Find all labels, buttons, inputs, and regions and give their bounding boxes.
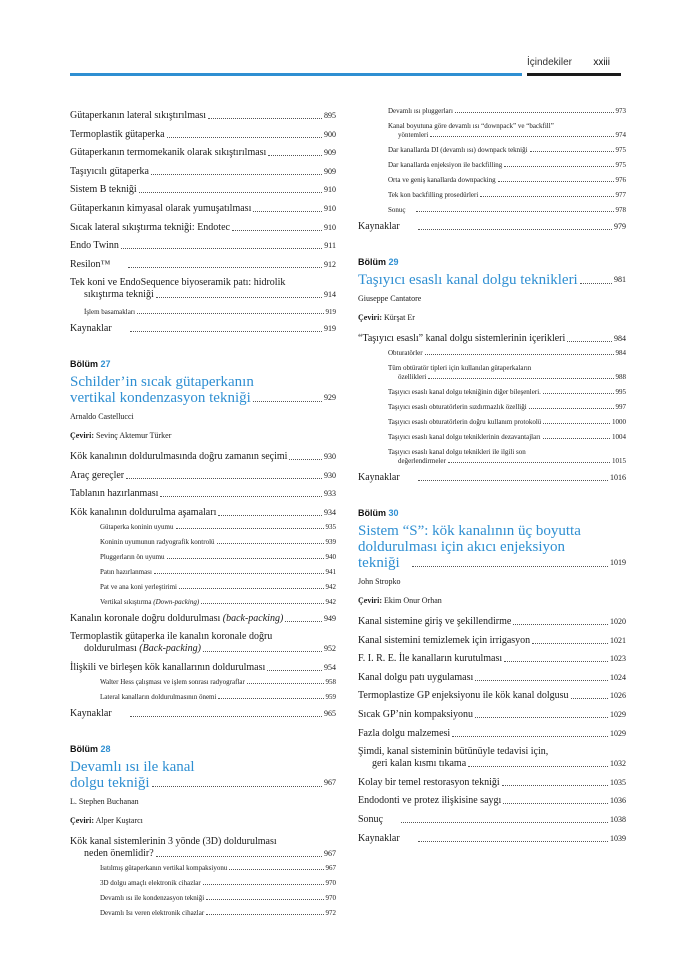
toc-subentry[interactable]: Taşıyıcı esaslı obturatörlerin doğru kullanım protokolü 1000 [388,418,626,426]
toc-entry[interactable]: Taşıyıcılı gütaperka 909 [70,165,336,177]
toc-subentry[interactable]: Taşıyıcı esaslı kanal dolgu tekniklerinin dezavantajları 1004 [388,433,626,441]
chapter-title[interactable]: Taşıyıcı esaslı kanal dolgu teknikleri 981 [358,272,626,288]
toc-entry[interactable]: Araç gereçler 930 [70,469,336,481]
toc-subentry[interactable]: Isıtılmış gütaperkanın vertikal kompaksiyonu 967 [100,863,336,872]
page-header [0,0,690,80]
chapter-translator: Çeviri: Alper Kuştarcı [70,815,143,825]
toc-subentry[interactable]: Dar kanallarda enjeksiyon ile backfilling 975 [388,161,626,169]
toc-subentry[interactable]: İşlem basamakları 919 [84,307,336,316]
chapter-author: John Stropko [358,577,401,586]
toc-entry[interactable]: Termoplastize GP enjeksiyonu ile kök kanal dolgusu 1026 [358,690,626,702]
toc-entry[interactable]: Sonuç 1038 [358,813,626,825]
toc-left-column [70,110,336,924]
chapter-label: Bölüm 30 [358,508,399,518]
toc-subentry[interactable]: Pluggerların ön uyumu 940 [100,552,336,561]
toc-entry[interactable]: İlişkili ve birleşen kök kanallarının doldurulması 954 [70,661,336,673]
toc-entry[interactable]: Termoplastik gütaperka 900 [70,128,336,140]
toc-subentry[interactable]: Dar kanallarda DI (devamlı ısı) downpack tekniği 975 [388,146,626,154]
toc-entry[interactable]: Kanal dolgu patı uygulaması 1024 [358,671,626,683]
chapter-title[interactable]: Sistem “S”: kök kanalının üç boyutta doldurulması için akıcı enjeksiyon tekniği 1019 [358,523,626,571]
toc-subentry[interactable]: Pat ve ana koni yerleştirimi 942 [100,582,336,591]
toc-subentry[interactable]: Tüm obtüratör tipleri için kullanılan gütaperkaların özellikleri 988 [388,364,626,381]
toc-subentry[interactable]: Tek kon backfilling prosedürleri 977 [388,191,626,199]
toc-entry[interactable]: Kök kanalının doldurulma aşamaları 934 [70,506,336,518]
toc-subentry[interactable]: Gütaperka koninin uyumu 935 [100,522,336,531]
header-rule-black [527,73,621,76]
toc-entry[interactable]: “Taşıyıcı esaslı” kanal dolgu sistemlerinin içerikleri 984 [358,333,626,344]
toc-subentry[interactable]: Walter Hess çalışması ve işlem sonrası radyograflar 958 [100,677,336,686]
toc-subentry[interactable]: Sonuç 978 [388,206,626,214]
toc-subentry[interactable]: Koninin uyumunun radyografik kontrolü 939 [100,537,336,546]
chapter-translator: Çeviri: Ekim Onur Orhan [358,596,442,605]
running-header-title: İçindekiler [526,57,572,68]
chapter-author: Giuseppe Cantatore [358,294,422,303]
toc-subentry[interactable]: Taşıyıcı esaslı obturatörlerin sızdırmazlık özelliği 997 [388,403,626,411]
toc-subentry[interactable]: Taşıyıcı esaslı kanal dolgu tekniğinin diğer bileşenleri. 995 [388,388,626,396]
toc-subentry[interactable]: Taşıyıcı esaslı kanal dolgu teknikleri ile ilgili son değerlendirmeler 1015 [388,448,626,465]
toc-subentry[interactable]: Lateral kanalların doldurulmasının önemi 959 [100,692,336,701]
toc-entry[interactable]: Kanal sistemini temizlemek için irrigasyon 1021 [358,634,626,646]
toc-entry[interactable]: Kolay bir temel restorasyon tekniği 1035 [358,776,626,788]
toc-subentry[interactable]: Kanal boyutuna göre devamlı ısı “downpack” ve “backfill” yöntemleri 974 [388,122,626,139]
toc-entry[interactable]: Kök kanal sistemlerinin 3 yönde (3D) doldurulması neden önemlidir? 967 [70,835,336,859]
toc-entry[interactable]: Endodonti ve protez ilişkisine saygı 1036 [358,795,626,807]
toc-subentry[interactable]: 3D dolgu amaçlı elektronik cihazlar 970 [100,878,336,887]
toc-subentry[interactable]: Orta ve geniş kanallarda downpacking 976 [388,176,626,184]
header-rule-blue [70,73,522,76]
toc-entry[interactable]: Gütaperkanın termomekanik olarak sıkıştırılması 909 [70,147,336,159]
chapter-author: L. Stephen Buchanan [70,796,139,806]
toc-entry[interactable]: Kanalın koronale doğru doldurulması (back-packing) 949 [70,612,336,624]
toc-entry[interactable]: Resilon™ 912 [70,258,336,270]
toc-subentry[interactable]: Vertikal sıkıştırma (Down-packing) 942 [100,597,336,606]
toc-entry[interactable]: Gütaperkanın kimyasal olarak yumuşatılması 910 [70,202,336,214]
chapter-title[interactable]: Devamlı ısı ile kanal dolgu tekniği 967 [70,758,336,791]
chapter-label: Bölüm 27 [70,358,111,369]
toc-subentry[interactable]: Patın hazırlanması 941 [100,567,336,576]
toc-subentry[interactable]: Devamlı ısı pluggerları 973 [388,107,626,115]
toc-entry[interactable]: Gütaperkanın lateral sıkıştırılması 895 [70,110,336,121]
page-number: xxiii [593,57,610,68]
toc-entry[interactable]: Termoplastik gütaperka ile kanalın koronale doğru doldurulması (Back-packing) 952 [70,631,336,655]
toc-entry-kaynaklar[interactable]: Kaynaklar 1016 [358,472,626,483]
chapter-title[interactable]: Schilder’in sıcak gütaperkanın vertikal kondenzasyon tekniği 929 [70,373,336,406]
toc-entry-kaynaklar[interactable]: Kaynaklar 979 [358,221,626,232]
toc-entry[interactable]: Tablanın hazırlanması 933 [70,488,336,500]
chapter-translator: Çeviri: Kürşat Er [358,313,415,322]
toc-entry-kaynaklar[interactable]: Kaynaklar 1039 [358,832,626,844]
toc-entry[interactable]: F. I. R. E. İle kanalların kurutulması 1023 [358,653,626,665]
toc-entry[interactable]: Sıcak lateral sıkıştırma tekniği: Endotec 910 [70,221,336,233]
toc-entry[interactable]: Sıcak GP’nin kompaksiyonu 1029 [358,708,626,720]
toc-entry-kaynaklar[interactable]: Kaynaklar 965 [70,707,336,719]
toc-entry[interactable]: Kök kanalının doldurulmasında doğru zamanın seçimi 930 [70,450,336,462]
toc-entry[interactable]: Sistem B tekniği 910 [70,184,336,196]
chapter-label: Bölüm 29 [358,257,399,267]
toc-subentry[interactable]: Obturatörler 984 [388,349,626,357]
chapter-label: Bölüm 28 [70,743,111,754]
chapter-author: Arnaldo Castellucci [70,411,134,421]
toc-entry-kaynaklar[interactable]: Kaynaklar 919 [70,322,336,334]
toc-right-column [358,107,626,851]
chapter-translator: Çeviri: Sevinç Aktemur Türker [70,430,172,440]
toc-entry[interactable]: Kanal sistemine giriş ve şekillendirme 1020 [358,616,626,627]
toc-subentry[interactable]: Devamlı Isı veren elektronik cihazlar 972 [100,908,336,917]
toc-entry[interactable]: Tek koni ve EndoSequence biyoseramik patı: hidrolik sıkıştırma tekniği 914 [70,277,336,301]
toc-entry[interactable]: Endo Twinn 911 [70,240,336,252]
toc-subentry[interactable]: Devamlı ısı ile kondenzasyon tekniği 970 [100,893,336,902]
toc-entry[interactable]: Şimdi, kanal sisteminin bütünüyle tedavisi için, geri kalan kısmı tıkama 1032 [358,746,626,770]
toc-entry[interactable]: Fazla dolgu malzemesi 1029 [358,727,626,739]
